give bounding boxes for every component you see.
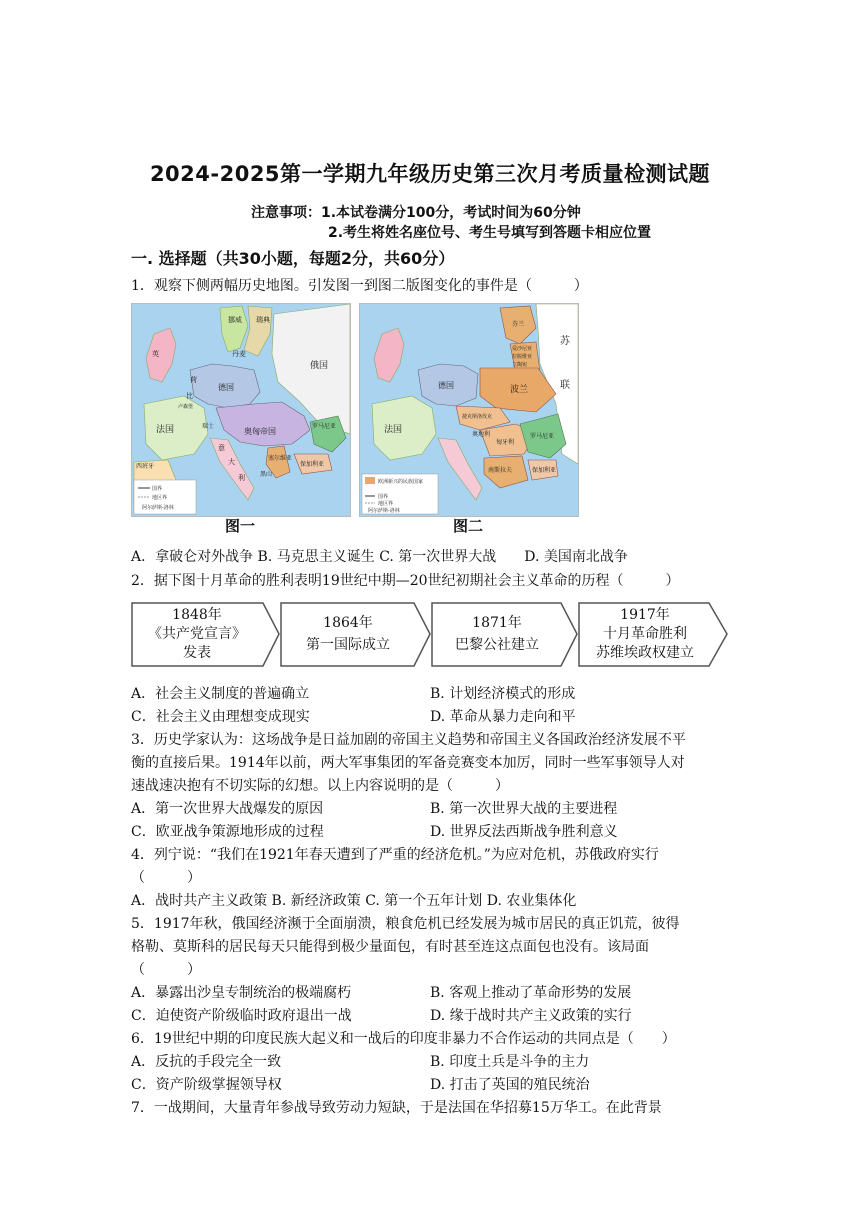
map-one (131, 303, 351, 517)
map-two-drawing (360, 304, 578, 516)
map2-label-8: 法国 (384, 425, 403, 435)
q2-stem: 2．据下图十月革命的胜利表明19世纪中期—20世纪初期社会主义革命的历程（ ） (131, 573, 680, 589)
map1-label-0: 挪威 (228, 316, 242, 324)
timeline-text: 巴黎公社建立 (455, 637, 539, 653)
timeline-text: 第一国际成立 (306, 637, 390, 653)
map1-label-8: 卢森堡 (178, 404, 194, 410)
map1-label-19: 保加利亚 (300, 461, 325, 468)
q5-option-c: C．迫使资产阶级临时政府退出一战 (131, 1008, 352, 1024)
map1-label-5: 荷 (190, 376, 197, 384)
q2-option-b: B. 计划经济模式的形成 (430, 686, 576, 702)
map1-label-15: 意 (218, 444, 225, 452)
q2-timeline (131, 602, 731, 668)
map-two-caption: 图二 (452, 517, 483, 535)
map2-label-9: 捷克斯洛伐克 (462, 414, 493, 420)
map1-label-16: 大 (228, 458, 235, 466)
map1-label-9: 奥匈帝国 (244, 427, 276, 436)
q6-option-a: A．反抗的手段完全一致 (131, 1054, 282, 1070)
map2-label-12: 罗马尼亚 (530, 433, 555, 440)
timeline-text: 十月革命胜利 (603, 625, 687, 642)
q4-line-1: 4．列宁说：“我们在1921年春天遭到了严重的经济危机。”为应对危机，苏俄政府实行 (131, 847, 659, 863)
map1-legend-1: 地区界 (152, 495, 168, 501)
map-one-caption: 图一 (224, 517, 255, 535)
legend-swatch (365, 477, 375, 484)
map1-label-14: 西班牙 (136, 463, 155, 470)
timeline-item-4 (581, 602, 709, 666)
q3-line-3: 速战速决抱有不切实际的幻想。以上内容说明的是（ ） (131, 778, 509, 794)
q4-line-2: （ ） (131, 870, 201, 886)
q2-option-c: C．社会主义由理想变成现实 (131, 709, 310, 725)
map1-legend-2: 阿尔萨斯-洛林 (142, 505, 174, 511)
map2-label-14: 保加利亚 (532, 467, 557, 474)
q6-option-d: D. 打击了英国的殖民统治 (430, 1077, 590, 1093)
q3-option-b: B. 第一次世界大战的主要进程 (430, 801, 618, 817)
map1-legend-0: 国界 (152, 486, 163, 492)
q7-line-1: 7．一战期间，大量青年参战导致劳动力短缺，于是法国在华招募15万华工。在此背景 (131, 1100, 662, 1116)
timeline-item-3 (434, 602, 560, 666)
map2-label-2: 芬兰 (512, 321, 525, 328)
q2-option-a: A．社会主义制度的普遍确立 (131, 686, 310, 702)
q5-option-b: B. 客观上推动了革命形势的发展 (430, 985, 632, 1001)
timeline-year: 1848年 (172, 606, 222, 623)
timeline-text: 苏维埃政权建立 (596, 644, 694, 661)
q3-option-c: C．欧亚战争策源地形成的过程 (131, 824, 324, 840)
q6-option-b: B. 印度土兵是斗争的主力 (430, 1054, 590, 1070)
map2-label-4: 拉脱维亚 (512, 354, 533, 360)
q3-line-2: 衡的直接后果。1914年以前，两大军事集团的军备竞赛变本加厉，同时一些军事领导人对 (131, 755, 685, 771)
map1-label-6: 德国 (218, 383, 234, 392)
q6-option-c: C．资产阶级掌握领导权 (131, 1077, 282, 1093)
q1-options: A．拿破仑对外战争 B. 马克思主义诞生 C. 第一次世界大战 D. 美国南北战争 (131, 549, 628, 565)
map1-label-12: 罗马尼亚 (312, 423, 337, 430)
map-one-drawing (132, 304, 350, 516)
map1-label-11: 瑞士 (202, 423, 215, 430)
q5-line-2: 格勒、莫斯科的居民每天只能得到极少量面包，有时甚至连这点面包也没有。该局面 (131, 939, 649, 955)
q3-option-d: D. 世界反法西斯战争胜利意义 (430, 824, 618, 840)
map2-label-11: 匈牙利 (496, 439, 515, 446)
timeline-year: 1917年 (620, 606, 670, 623)
map1-label-2: 英 (152, 350, 159, 358)
q6-line-1: 6．19世纪中期的印度民族大起义和一战后的印度非暴力不合作运动的共同点是（ ） (131, 1031, 676, 1047)
map2-legend-3: 阿尔萨斯-洛林 (368, 508, 400, 514)
section-heading: 一. 选择题（共30小题，每题2分，共60分） (131, 249, 455, 268)
q5-line-3: （ ） (131, 962, 201, 978)
q4-options: A．战时共产主义政策 B. 新经济政策 C. 第一个五年计划 D. 农业集体化 (131, 893, 577, 909)
map1-label-13: 塞尔维亚 (268, 455, 293, 462)
map2-label-1: 联 (560, 380, 570, 391)
timeline-year: 1871年 (472, 615, 522, 631)
map2-label-5: 立陶宛 (512, 362, 528, 368)
map2-legend-0: 欧洲新兴的民族国家 (378, 479, 424, 485)
map1-label-7: 比 (186, 392, 193, 400)
q1-maps (131, 303, 577, 535)
notice-line-1: 注意事项：1.本试卷满分100分，考试时间为60分钟 (251, 205, 581, 221)
map1-label-4: 俄国 (310, 361, 329, 371)
map2-legend-1: 国界 (378, 494, 389, 500)
q2-option-d: D. 革命从暴力走向和平 (430, 709, 576, 725)
q3-line-1: 3．历史学家认为：这场战争是日益加剧的帝国主义趋势和帝国主义各国政治经济发展不平 (131, 732, 686, 748)
map1-label-1: 瑞典 (256, 316, 270, 324)
timeline-item-1 (133, 602, 261, 666)
q3-option-a: A．第一次世界大战爆发的原因 (131, 801, 324, 817)
map-two (359, 303, 579, 517)
map1-label-3: 丹麦 (232, 350, 246, 358)
map1-label-18: 黑山 (260, 471, 273, 478)
timeline-text: 发表 (183, 644, 211, 661)
notice-line-2: 2.考生将姓名座位号、考生号填写到答题卡相应位置 (328, 225, 652, 241)
map2-label-0: 苏 (560, 336, 570, 347)
map1-label-17: 利 (238, 474, 245, 482)
timeline-item-2 (283, 602, 413, 666)
map2-label-3: 爱沙尼亚 (512, 346, 533, 352)
q5-line-1: 5．1917年秋，俄国经济濒于全面崩溃，粮食危机已经发展为城市居民的真正饥荒，彼得 (131, 916, 680, 932)
map2-label-13: 南斯拉夫 (488, 467, 513, 474)
q5-option-d: D. 缘于战时共产主义政策的实行 (430, 1008, 632, 1024)
timeline-text: 《共产党宣言》 (148, 625, 246, 642)
q1-stem: 1．观察下侧两幅历史地图。引发图一到图二版图变化的事件是（ ） (131, 278, 588, 294)
map2-label-10: 奥地利 (472, 431, 491, 438)
timeline-year: 1864年 (323, 615, 373, 631)
q5-option-a: A．暴露出沙皇专制统治的极端腐朽 (131, 985, 352, 1001)
map2-legend-2: 地区界 (378, 501, 394, 507)
exam-title: 2024-2025第一学期九年级历史第三次月考质量检测试题 (149, 162, 711, 186)
map2-label-6: 波兰 (510, 385, 529, 395)
map2-label-7: 德国 (438, 381, 454, 390)
map1-label-10: 法国 (156, 425, 175, 435)
